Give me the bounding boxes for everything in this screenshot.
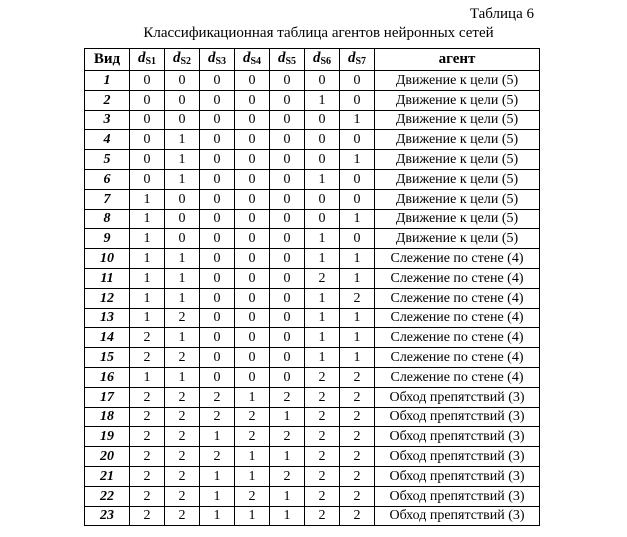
table-number: Таблица 6 — [469, 6, 534, 22]
cell-d-s6: 0 — [305, 71, 340, 91]
cell-d-s4: 1 — [235, 387, 270, 407]
cell-d-s6: 1 — [305, 90, 340, 110]
cell-d-s7: 0 — [340, 71, 375, 91]
cell-d-s7: 2 — [340, 466, 375, 486]
cell-d-s6: 2 — [305, 447, 340, 467]
cell-d-s5: 0 — [270, 229, 305, 249]
cell-d-s4: 0 — [235, 328, 270, 348]
cell-d-s2: 2 — [165, 447, 200, 467]
cell-d-s6: 1 — [305, 308, 340, 328]
cell-d-s5: 0 — [270, 71, 305, 91]
cell-vid: 23 — [85, 506, 130, 526]
cell-d-s3: 0 — [200, 229, 235, 249]
cell-vid: 11 — [85, 268, 130, 288]
cell-d-s7: 1 — [340, 150, 375, 170]
cell-d-s2: 2 — [165, 506, 200, 526]
table-row — [85, 249, 540, 269]
cell-agent: Движение к цели (5) — [375, 229, 540, 249]
cell-d-s5: 0 — [270, 130, 305, 150]
cell-d-s3: 2 — [200, 407, 235, 427]
cell-d-s7: 0 — [340, 169, 375, 189]
cell-d-s2: 0 — [165, 110, 200, 130]
header-d-s6 — [305, 49, 340, 71]
cell-d-s3: 0 — [200, 209, 235, 229]
cell-vid: 12 — [85, 288, 130, 308]
cell-d-s7: 0 — [340, 229, 375, 249]
table-row — [85, 288, 540, 308]
cell-d-s4: 0 — [235, 130, 270, 150]
header-vid: Вид — [85, 49, 130, 71]
cell-d-s7: 0 — [340, 90, 375, 110]
cell-d-s7: 2 — [340, 407, 375, 427]
cell-d-s1: 2 — [130, 486, 165, 506]
cell-d-s3: 0 — [200, 308, 235, 328]
cell-d-s3: 0 — [200, 328, 235, 348]
cell-agent: Слежение по стене (4) — [375, 367, 540, 387]
cell-vid: 16 — [85, 367, 130, 387]
cell-d-s6: 2 — [305, 407, 340, 427]
cell-d-s7: 2 — [340, 387, 375, 407]
cell-d-s3: 0 — [200, 169, 235, 189]
header-row — [85, 49, 540, 71]
header-d-s1 — [130, 49, 165, 71]
cell-agent: Слежение по стене (4) — [375, 348, 540, 368]
cell-d-s5: 0 — [270, 367, 305, 387]
cell-d-s4: 0 — [235, 71, 270, 91]
table-header — [85, 49, 540, 71]
cell-vid: 7 — [85, 189, 130, 209]
cell-agent: Слежение по стене (4) — [375, 308, 540, 328]
cell-d-s7: 1 — [340, 268, 375, 288]
cell-agent: Слежение по стене (4) — [375, 328, 540, 348]
cell-d-s2: 1 — [165, 150, 200, 170]
cell-d-s5: 0 — [270, 189, 305, 209]
table-row — [85, 367, 540, 387]
header-agent: агент — [375, 49, 540, 71]
cell-d-s2: 1 — [165, 130, 200, 150]
cell-d-s4: 0 — [235, 90, 270, 110]
cell-vid: 1 — [85, 71, 130, 91]
table-caption-text: Классификационная таблица агентов нейронных сетей — [143, 25, 494, 41]
cell-d-s5: 0 — [270, 90, 305, 110]
header-d-letter: d — [277, 49, 286, 66]
cell-d-s4: 0 — [235, 229, 270, 249]
cell-d-s1: 0 — [130, 71, 165, 91]
cell-d-s6: 2 — [305, 506, 340, 526]
cell-d-s1: 0 — [130, 169, 165, 189]
cell-d-s3: 0 — [200, 268, 235, 288]
cell-vid: 9 — [85, 229, 130, 249]
table-row — [85, 447, 540, 467]
cell-d-s2: 1 — [165, 169, 200, 189]
cell-d-s6: 0 — [305, 150, 340, 170]
cell-d-s1: 2 — [130, 466, 165, 486]
cell-agent: Обход препятствий (3) — [375, 466, 540, 486]
cell-d-s4: 0 — [235, 308, 270, 328]
table-row — [85, 229, 540, 249]
cell-vid: 15 — [85, 348, 130, 368]
table-row — [85, 427, 540, 447]
cell-d-s1: 0 — [130, 90, 165, 110]
cell-d-s6: 0 — [305, 110, 340, 130]
cell-agent: Обход препятствий (3) — [375, 506, 540, 526]
cell-d-s2: 1 — [165, 328, 200, 348]
header-d-letter: d — [347, 49, 356, 66]
cell-d-s7: 1 — [340, 348, 375, 368]
cell-d-s5: 0 — [270, 110, 305, 130]
cell-d-s1: 1 — [130, 308, 165, 328]
cell-d-s4: 0 — [235, 189, 270, 209]
cell-d-s4: 1 — [235, 506, 270, 526]
cell-d-s1: 1 — [130, 249, 165, 269]
cell-d-s6: 2 — [305, 268, 340, 288]
cell-d-s2: 1 — [165, 288, 200, 308]
cell-d-s2: 2 — [165, 427, 200, 447]
cell-d-s2: 2 — [165, 407, 200, 427]
table-row — [85, 387, 540, 407]
cell-d-s6: 2 — [305, 427, 340, 447]
cell-d-s1: 1 — [130, 268, 165, 288]
cell-vid: 2 — [85, 90, 130, 110]
cell-d-s7: 1 — [340, 249, 375, 269]
cell-vid: 20 — [85, 447, 130, 467]
cell-d-s6: 1 — [305, 348, 340, 368]
cell-d-s6: 2 — [305, 387, 340, 407]
cell-agent: Движение к цели (5) — [375, 90, 540, 110]
cell-d-s6: 0 — [305, 189, 340, 209]
cell-agent: Движение к цели (5) — [375, 110, 540, 130]
cell-d-s2: 0 — [165, 189, 200, 209]
table-row — [85, 169, 540, 189]
cell-d-s6: 1 — [305, 249, 340, 269]
cell-d-s1: 0 — [130, 150, 165, 170]
cell-d-s4: 2 — [235, 427, 270, 447]
table-row — [85, 130, 540, 150]
cell-vid: 5 — [85, 150, 130, 170]
cell-d-s7: 1 — [340, 209, 375, 229]
cell-d-s4: 2 — [235, 486, 270, 506]
cell-d-s6: 1 — [305, 229, 340, 249]
cell-d-s7: 2 — [340, 447, 375, 467]
cell-d-s5: 1 — [270, 447, 305, 467]
cell-vid: 22 — [85, 486, 130, 506]
cell-d-s3: 0 — [200, 367, 235, 387]
table-row — [85, 209, 540, 229]
cell-d-s5: 1 — [270, 486, 305, 506]
cell-d-s1: 1 — [130, 209, 165, 229]
cell-vid: 8 — [85, 209, 130, 229]
table-caption — [0, 25, 627, 42]
cell-d-s6: 2 — [305, 367, 340, 387]
cell-d-s5: 1 — [270, 506, 305, 526]
table-row — [85, 486, 540, 506]
header-d-s4 — [235, 49, 270, 71]
cell-d-s4: 1 — [235, 466, 270, 486]
cell-d-s7: 2 — [340, 427, 375, 447]
table-row — [85, 268, 540, 288]
header-d-subscript: S2 — [180, 55, 192, 67]
cell-d-s1: 0 — [130, 130, 165, 150]
header-d-s2 — [165, 49, 200, 71]
cell-d-s4: 1 — [235, 447, 270, 467]
table-row — [85, 407, 540, 427]
cell-d-s1: 2 — [130, 387, 165, 407]
cell-agent: Движение к цели (5) — [375, 150, 540, 170]
cell-d-s3: 0 — [200, 249, 235, 269]
cell-agent: Обход препятствий (3) — [375, 486, 540, 506]
header-d-subscript: S3 — [215, 55, 227, 67]
cell-d-s1: 1 — [130, 189, 165, 209]
cell-d-s6: 1 — [305, 288, 340, 308]
cell-agent: Движение к цели (5) — [375, 209, 540, 229]
cell-d-s3: 0 — [200, 90, 235, 110]
cell-d-s2: 2 — [165, 308, 200, 328]
table-row — [85, 71, 540, 91]
cell-agent: Движение к цели (5) — [375, 130, 540, 150]
header-d-s7 — [340, 49, 375, 71]
cell-d-s4: 2 — [235, 407, 270, 427]
cell-d-s2: 0 — [165, 209, 200, 229]
header-d-letter: d — [312, 49, 321, 66]
cell-d-s3: 1 — [200, 486, 235, 506]
header-d-letter: d — [172, 49, 181, 66]
cell-d-s5: 1 — [270, 407, 305, 427]
cell-vid: 6 — [85, 169, 130, 189]
cell-vid: 4 — [85, 130, 130, 150]
cell-d-s2: 0 — [165, 229, 200, 249]
cell-d-s1: 0 — [130, 110, 165, 130]
cell-d-s5: 0 — [270, 150, 305, 170]
header-d-subscript: S6 — [320, 55, 332, 67]
cell-d-s4: 0 — [235, 249, 270, 269]
cell-vid: 10 — [85, 249, 130, 269]
cell-d-s3: 0 — [200, 189, 235, 209]
cell-d-s2: 1 — [165, 249, 200, 269]
cell-d-s2: 2 — [165, 466, 200, 486]
cell-d-s1: 2 — [130, 328, 165, 348]
cell-d-s1: 2 — [130, 427, 165, 447]
cell-d-s2: 0 — [165, 90, 200, 110]
cell-d-s7: 0 — [340, 130, 375, 150]
cell-d-s4: 0 — [235, 367, 270, 387]
table-row — [85, 348, 540, 368]
table-row — [85, 308, 540, 328]
cell-d-s6: 0 — [305, 209, 340, 229]
header-d-subscript: S5 — [285, 55, 297, 67]
cell-d-s6: 2 — [305, 486, 340, 506]
cell-d-s2: 1 — [165, 367, 200, 387]
cell-d-s7: 2 — [340, 486, 375, 506]
cell-d-s3: 0 — [200, 71, 235, 91]
cell-d-s7: 2 — [340, 506, 375, 526]
table-row — [85, 506, 540, 526]
header-d-s5 — [270, 49, 305, 71]
cell-d-s2: 0 — [165, 71, 200, 91]
cell-agent: Слежение по стене (4) — [375, 249, 540, 269]
cell-d-s5: 0 — [270, 288, 305, 308]
cell-agent: Слежение по стене (4) — [375, 268, 540, 288]
cell-d-s5: 0 — [270, 308, 305, 328]
cell-d-s3: 0 — [200, 130, 235, 150]
cell-d-s7: 2 — [340, 367, 375, 387]
cell-d-s6: 1 — [305, 169, 340, 189]
cell-d-s1: 1 — [130, 288, 165, 308]
cell-d-s1: 2 — [130, 348, 165, 368]
cell-d-s5: 0 — [270, 209, 305, 229]
cell-d-s3: 0 — [200, 150, 235, 170]
cell-agent: Движение к цели (5) — [375, 71, 540, 91]
cell-d-s3: 2 — [200, 447, 235, 467]
cell-agent: Слежение по стене (4) — [375, 288, 540, 308]
cell-d-s4: 0 — [235, 110, 270, 130]
cell-d-s7: 1 — [340, 328, 375, 348]
cell-d-s5: 2 — [270, 387, 305, 407]
cell-agent: Движение к цели (5) — [375, 189, 540, 209]
cell-d-s5: 2 — [270, 466, 305, 486]
table-row — [85, 466, 540, 486]
cell-agent: Обход препятствий (3) — [375, 387, 540, 407]
cell-d-s5: 0 — [270, 348, 305, 368]
header-d-subscript: S4 — [250, 55, 262, 67]
classification-table — [84, 48, 540, 526]
cell-d-s6: 2 — [305, 466, 340, 486]
cell-d-s1: 2 — [130, 506, 165, 526]
cell-d-s4: 0 — [235, 288, 270, 308]
cell-d-s2: 2 — [165, 348, 200, 368]
cell-d-s6: 0 — [305, 130, 340, 150]
cell-d-s4: 0 — [235, 268, 270, 288]
cell-d-s5: 0 — [270, 328, 305, 348]
cell-d-s4: 0 — [235, 209, 270, 229]
cell-d-s5: 0 — [270, 249, 305, 269]
cell-d-s6: 1 — [305, 328, 340, 348]
header-d-letter: d — [207, 49, 216, 66]
header-d-subscript: S1 — [145, 55, 157, 67]
cell-d-s1: 2 — [130, 407, 165, 427]
cell-d-s3: 1 — [200, 466, 235, 486]
table-body — [85, 71, 540, 526]
cell-d-s3: 1 — [200, 506, 235, 526]
cell-d-s7: 1 — [340, 308, 375, 328]
cell-d-s7: 0 — [340, 189, 375, 209]
cell-d-s7: 2 — [340, 288, 375, 308]
cell-d-s1: 1 — [130, 367, 165, 387]
cell-d-s2: 2 — [165, 486, 200, 506]
cell-d-s1: 1 — [130, 229, 165, 249]
header-d-s3 — [200, 49, 235, 71]
cell-agent: Обход препятствий (3) — [375, 407, 540, 427]
cell-vid: 18 — [85, 407, 130, 427]
cell-agent: Обход препятствий (3) — [375, 427, 540, 447]
cell-vid: 17 — [85, 387, 130, 407]
cell-d-s4: 0 — [235, 169, 270, 189]
cell-vid: 13 — [85, 308, 130, 328]
header-d-subscript: S7 — [355, 55, 367, 67]
cell-vid: 19 — [85, 427, 130, 447]
cell-d-s2: 1 — [165, 268, 200, 288]
cell-vid: 14 — [85, 328, 130, 348]
cell-d-s3: 0 — [200, 348, 235, 368]
header-d-letter: d — [137, 49, 146, 66]
cell-d-s5: 0 — [270, 169, 305, 189]
cell-d-s4: 0 — [235, 348, 270, 368]
cell-d-s5: 2 — [270, 427, 305, 447]
cell-d-s2: 2 — [165, 387, 200, 407]
cell-d-s3: 0 — [200, 288, 235, 308]
table-row — [85, 150, 540, 170]
cell-d-s7: 1 — [340, 110, 375, 130]
cell-d-s1: 2 — [130, 447, 165, 467]
table-row — [85, 110, 540, 130]
cell-d-s3: 0 — [200, 110, 235, 130]
cell-d-s3: 1 — [200, 427, 235, 447]
cell-agent: Движение к цели (5) — [375, 169, 540, 189]
cell-vid: 21 — [85, 466, 130, 486]
table-row — [85, 90, 540, 110]
cell-d-s5: 0 — [270, 268, 305, 288]
cell-d-s4: 0 — [235, 150, 270, 170]
header-d-letter: d — [242, 49, 251, 66]
cell-agent: Обход препятствий (3) — [375, 447, 540, 467]
table-row — [85, 189, 540, 209]
cell-d-s3: 2 — [200, 387, 235, 407]
cell-vid: 3 — [85, 110, 130, 130]
table-row — [85, 328, 540, 348]
